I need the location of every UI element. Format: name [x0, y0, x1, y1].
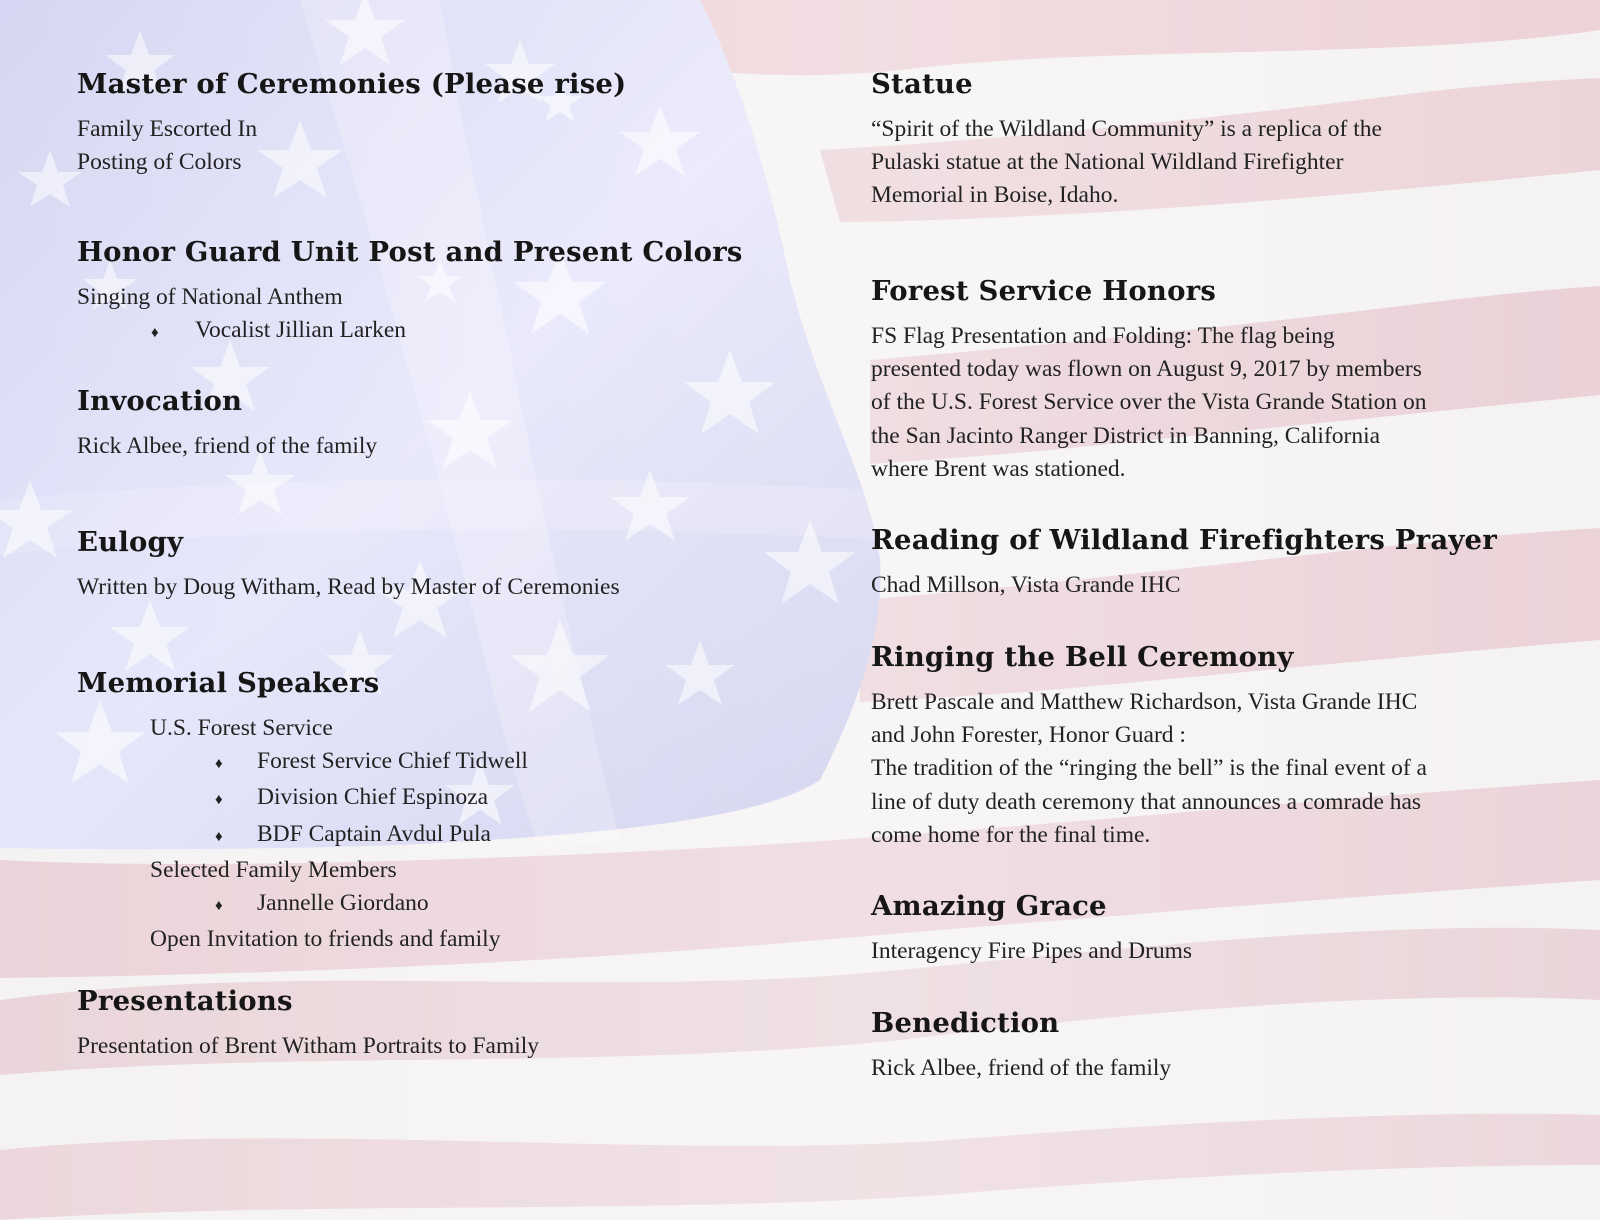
program-line: Family Escorted In [77, 116, 258, 142]
program-line: Rick Albee, friend of the family [77, 433, 378, 459]
section-master-of-ceremonies [77, 67, 777, 179]
program-line: and John Forester, Honor Guard : [871, 722, 1186, 749]
program-line: Singing of National Anthem [77, 284, 343, 310]
speaker-group: Selected Family Members [150, 856, 397, 883]
program-line: FS Flag Presentation and Folding: The flag being [871, 323, 1335, 349]
bullet-item [77, 745, 777, 781]
section-heading: Invocation [77, 385, 243, 417]
section-heading: Amazing Grace [871, 890, 1107, 922]
bullet-item [77, 818, 777, 854]
program-line: Memorial in Boise, Idaho. [871, 182, 1119, 209]
diamond-bullet-icon: ♦ [215, 828, 223, 845]
bullet-text: Jannelle Giordano [257, 890, 429, 917]
diamond-bullet-icon: ♦ [215, 756, 223, 773]
section-memorial-speakers [77, 666, 777, 956]
section-statue [871, 67, 1571, 213]
program-line: Chad Millson, Vista Grande IHC [871, 572, 1181, 598]
program-line: The tradition of the “ringing the bell” is the final event of a [871, 755, 1427, 782]
program-line: come home for the final time. [871, 821, 1151, 848]
section-heading: Master of Ceremonies (Please rise) [77, 68, 627, 100]
section-heading: Eulogy [77, 526, 184, 558]
diamond-bullet-icon: ♦ [151, 325, 159, 342]
section-presentations [77, 984, 777, 1063]
section-heading: Forest Service Honors [871, 275, 1217, 307]
section-heading: Presentations [77, 985, 293, 1017]
program-line: the San Jacinto Ranger District in Banning, California [871, 422, 1381, 449]
section-heading: Memorial Speakers [77, 667, 380, 699]
diamond-bullet-icon: ♦ [215, 898, 223, 915]
diamond-bullet-icon: ♦ [215, 792, 223, 809]
section-heading: Reading of Wildland Firefighters Prayer [871, 524, 1497, 556]
section-eulogy [77, 525, 777, 604]
bullet-item [77, 887, 777, 923]
section-heading: Benediction [871, 1007, 1060, 1039]
bullet-item [77, 314, 777, 350]
section-honor-guard [77, 235, 777, 350]
program-line: presented today was flown on August 9, 2017 by members [871, 356, 1422, 383]
program-line: Written by Doug Witham, Read by Master of Ceremonies [77, 574, 620, 600]
bullet-text: BDF Captain Avdul Pula [257, 820, 491, 847]
section-heading: Honor Guard Unit Post and Present Colors [77, 236, 743, 268]
program-line: Presentation of Brent Witham Portraits to Family [77, 1033, 540, 1059]
program-line: Brett Pascale and Matthew Richardson, Vista Grande IHC [871, 689, 1418, 715]
section-heading: Ringing the Bell Ceremony [871, 641, 1294, 673]
program-line: Pulaski statue at the National Wildland Firefighter [871, 149, 1344, 176]
section-firefighters-prayer [871, 523, 1571, 602]
program-line: “Spirit of the Wildland Community” is a replica of the [871, 116, 1382, 142]
bullet-text: Division Chief Espinoza [257, 784, 489, 811]
bullet-item [77, 781, 777, 817]
section-forest-service-honors [871, 274, 1571, 486]
speaker-group: Open Invitation to friends and family [150, 926, 501, 953]
program-line: Interagency Fire Pipes and Drums [871, 938, 1193, 964]
section-heading: Statue [871, 68, 973, 100]
program-line: Posting of Colors [77, 149, 242, 176]
program-line: line of duty death ceremony that announces a comrade has [871, 788, 1422, 815]
bullet-text: Forest Service Chief Tidwell [257, 748, 528, 775]
section-invocation [77, 384, 777, 463]
bullet-text: Vocalist Jillian Larken [195, 317, 407, 344]
program-line: where Brent was stationed. [871, 455, 1126, 482]
program-line: of the U.S. Forest Service over the Vista Grande Station on [871, 389, 1427, 416]
section-ringing-the-bell [871, 640, 1571, 852]
speaker-group: U.S. Forest Service [150, 715, 333, 741]
program-line: Rick Albee, friend of the family [871, 1055, 1172, 1081]
section-amazing-grace [871, 889, 1571, 968]
section-benediction [871, 1006, 1571, 1085]
